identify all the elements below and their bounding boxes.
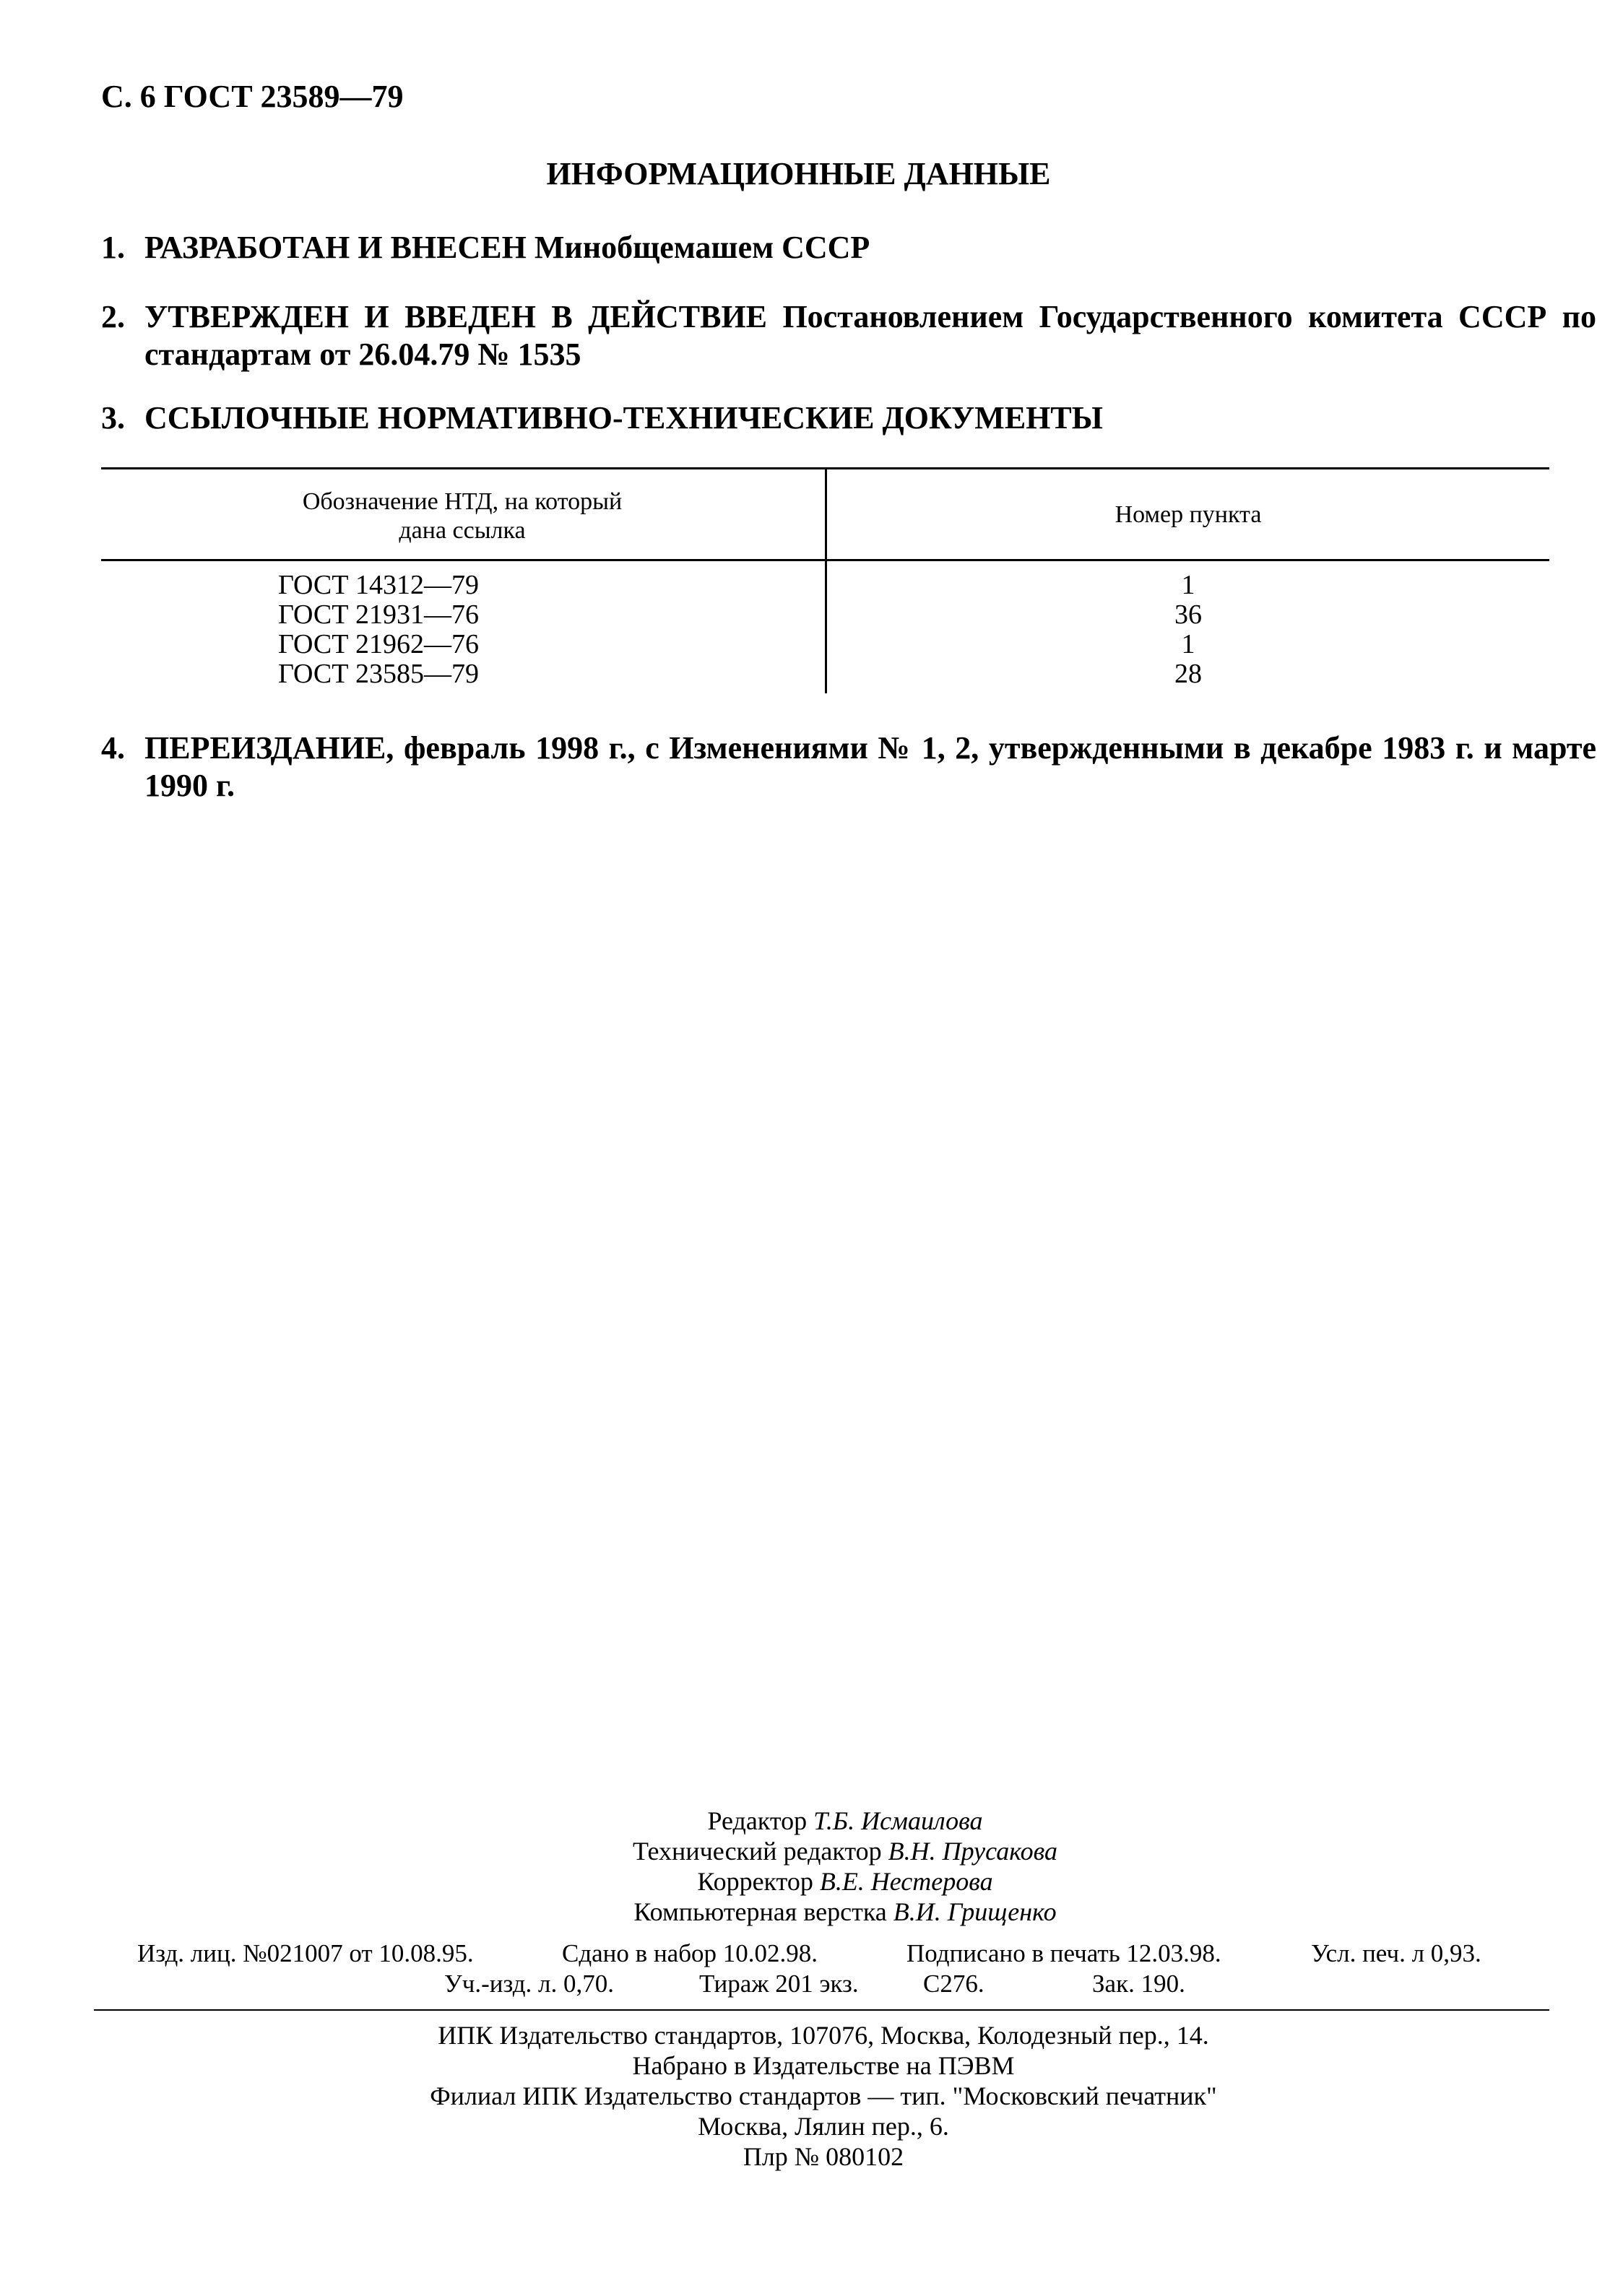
meta-license: Изд. лиц. №021007 от 10.08.95.: [137, 1939, 474, 1967]
item-label: РАЗРАБОТАН И ВНЕСЕН: [144, 230, 527, 265]
item-body: [144, 229, 1596, 267]
clause-column: [1116, 571, 1260, 689]
credit-role: Компьютерная верстка: [633, 1897, 887, 1926]
item-body: [144, 729, 1596, 805]
credit-name: В.Е. Нестерова: [819, 1867, 993, 1896]
meta-signed: Подписано в печать 12.03.98.: [906, 1939, 1221, 1967]
credit-name: В.И. Грищенко: [893, 1897, 1057, 1926]
meta-run: Тираж 201 экз.: [699, 1970, 859, 1998]
imprint-rule: [94, 2009, 1549, 2011]
designation-column: [278, 571, 479, 689]
credit-role: Редактор: [707, 1806, 808, 1835]
item-label: ССЫЛОЧНЫЕ НОРМАТИВНО-ТЕХНИЧЕСКИЕ ДОКУМЕНТЫ: [144, 400, 1103, 436]
meta-code: С276.: [923, 1970, 984, 1998]
item-body: [144, 399, 1596, 437]
meta-print-sheets: Усл. печ. л 0,93.: [1311, 1939, 1481, 1967]
table-cell-clause: 1: [1181, 629, 1195, 659]
meta-order: Зак. 190.: [1092, 1970, 1185, 1998]
table-cell-clause: 28: [1174, 659, 1202, 689]
item-number: 3.: [101, 400, 125, 436]
document-title: ИНФОРМАЦИОННЫЕ ДАННЫЕ: [546, 156, 1051, 191]
credit-line: [592, 1836, 1098, 1866]
credit-name: Т.Б. Исмаилова: [813, 1806, 983, 1835]
table-cell-clause: 1: [1181, 570, 1195, 600]
meta-pub-sheets: Уч.-изд. л. 0,70.: [444, 1970, 614, 1998]
credit-name: В.Н. Прусакова: [888, 1837, 1058, 1866]
editorial-credits: [592, 1806, 1098, 1927]
publisher-imprint: [318, 2020, 1329, 2172]
table-cell-designation: ГОСТ 23585—79: [278, 659, 479, 689]
imprint-line: Набрано в Издательстве на ПЭВМ: [632, 2051, 1015, 2080]
table-cell-designation: ГОСТ 14312—79: [278, 570, 479, 600]
credit-line: [592, 1866, 1098, 1897]
credit-line: [592, 1806, 1098, 1836]
item-number: 1.: [101, 230, 125, 265]
item-body: [144, 298, 1596, 373]
table-cell-clause: 36: [1174, 599, 1202, 630]
header-clause: Номер пункта: [1115, 501, 1262, 528]
imprint-line: ИПК Издательство стандартов, 107076, Москва, Колодезный пер., 14.: [438, 2021, 1209, 2050]
table-cell-designation: ГОСТ 21931—76: [278, 599, 479, 630]
meta-typeset: Сдано в набор 10.02.98.: [562, 1939, 818, 1967]
item-number: 4.: [101, 730, 125, 766]
item-label: УТВЕРЖДЕН И ВВЕДЕН В ДЕЙСТВИЕ: [144, 299, 768, 334]
item-text: Постановлением Государственного комитета СССР по стандартам от 26.04.79 № 1535: [144, 299, 1597, 372]
credit-role: Технический редактор: [632, 1837, 882, 1866]
item-number: 2.: [101, 299, 125, 334]
imprint-line: Филиал ИПК Издательство стандартов — тип. "Московский печатник": [430, 2081, 1217, 2110]
credit-line: [592, 1897, 1098, 1927]
imprint-line: Плр № 080102: [743, 2142, 904, 2171]
item-text: Минобщемашем СССР: [534, 230, 870, 265]
page-header: С. 6 ГОСТ 23589—79: [101, 79, 404, 114]
item-label: ПЕРЕИЗДАНИЕ, февраль 1998 г., с Изменениями № 1, 2, утвержденными в декабре 1983 г. и марте 1990 г.: [144, 730, 1596, 803]
imprint-line: Москва, Лялин пер., 6.: [698, 2112, 949, 2141]
table-cell-designation: ГОСТ 21962—76: [278, 629, 479, 659]
credit-role: Корректор: [697, 1867, 813, 1896]
header-designation: Обозначение НТД, на который дана ссылка: [302, 488, 623, 544]
